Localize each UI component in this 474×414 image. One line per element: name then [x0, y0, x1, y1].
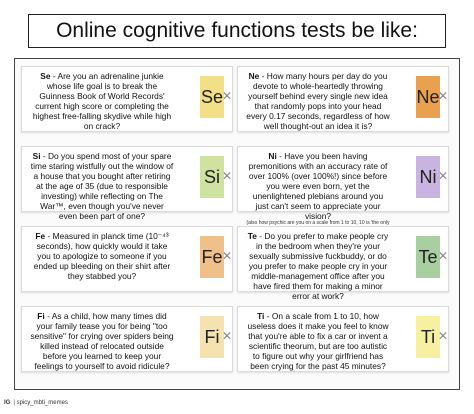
page-title: Online cognitive functions tests be like: [56, 19, 418, 42]
close-icon[interactable]: ✕ [222, 169, 233, 183]
close-icon[interactable]: ✕ [222, 89, 233, 103]
function-tile-ni[interactable]: Ni [416, 156, 440, 198]
close-icon[interactable]: ✕ [222, 249, 233, 263]
function-tile-te[interactable]: Te [416, 236, 440, 278]
title-box [28, 14, 446, 48]
function-card-si [21, 146, 233, 221]
function-card-ni [237, 146, 449, 226]
close-icon[interactable]: ✕ [438, 169, 449, 183]
function-tile-fe[interactable]: Fe [200, 236, 224, 278]
card-question: Ti - On a scale from 1 to 10, how useless does it make you feel to know that you're able to fix a car or invent a scientific theorum, but are too autistic to figure out why your girlfriend has been crying for the past 45 minutes? [247, 311, 389, 371]
function-tile-fi[interactable]: Fi [200, 316, 224, 358]
credit-line [4, 400, 68, 406]
function-card-se [21, 66, 233, 132]
instagram-label: IG [4, 400, 11, 406]
close-icon[interactable]: ✕ [438, 249, 449, 263]
close-icon[interactable]: ✕ [438, 89, 449, 103]
function-tile-ti[interactable]: Ti [416, 316, 440, 358]
card-question: Ni - Have you been having premonitions with an accuracy rate of over 100% (over 100%!) since before you were even born, yet the unenlightened plebians around you just can't seem to appreciate your vision? (also how psychic are you on a scale from 1 to 10, 10 is 'the only [246, 151, 390, 232]
function-card-ne [237, 66, 449, 132]
function-card-te [237, 226, 449, 301]
account-handle: | spicy_mbti_memes [13, 400, 68, 406]
close-icon[interactable]: ✕ [438, 329, 449, 343]
close-icon[interactable]: ✕ [222, 329, 233, 343]
function-card-ti [237, 306, 449, 372]
card-question: Te - Do you prefer to make people cry in the bedroom when they're your sexually submissive fuckbuddy, or do you prefer to make people cry in your middle-management office after you have fired them for making a minor error at work? [247, 231, 389, 301]
function-tile-ne[interactable]: Ne [416, 76, 440, 118]
function-tile-se[interactable]: Se [200, 76, 224, 118]
card-question: Si - Do you spend most of your spare time staring wistfully out the window of a house that you bought after retiring at the age of 35 (due to responsible investing) while reflecting on The War™, even though you've never even been part of one? [30, 151, 174, 221]
function-card-fe [21, 226, 233, 292]
function-tile-si[interactable]: Si [200, 156, 224, 198]
card-question: Ne - How many hours per day do you devote to whole-heartedly throwing yourself behind every single new idea that randomly pops into your head every 0.17 seconds, regardless of how well thought-out an idea it is? [246, 71, 390, 131]
card-footnote: (also how psychic are you on a scale from 1 to 10, 10 is 'the only [246, 220, 390, 226]
card-question: Se - Are you an adrenaline junkie whose life goal is to break the Guinness Book of World Records' current high score or completing the highest free-falling skydive while high on crack? [32, 71, 172, 131]
test-results-panel [14, 58, 460, 390]
card-question: Fe - Measured in planck time (10⁻⁴³ seconds), how quickly would it take you to apologize to someone if you ended up bleeding on their shirt after they stabbed you? [33, 231, 171, 281]
function-card-fi [21, 306, 233, 372]
card-question: Fi - As a child, how many times did your family tease you for being "too sensitive" for crying over spiders being killed instead of relocated outside before you learned to keep your feelings to yourself to avoid ridicule? [30, 311, 174, 371]
